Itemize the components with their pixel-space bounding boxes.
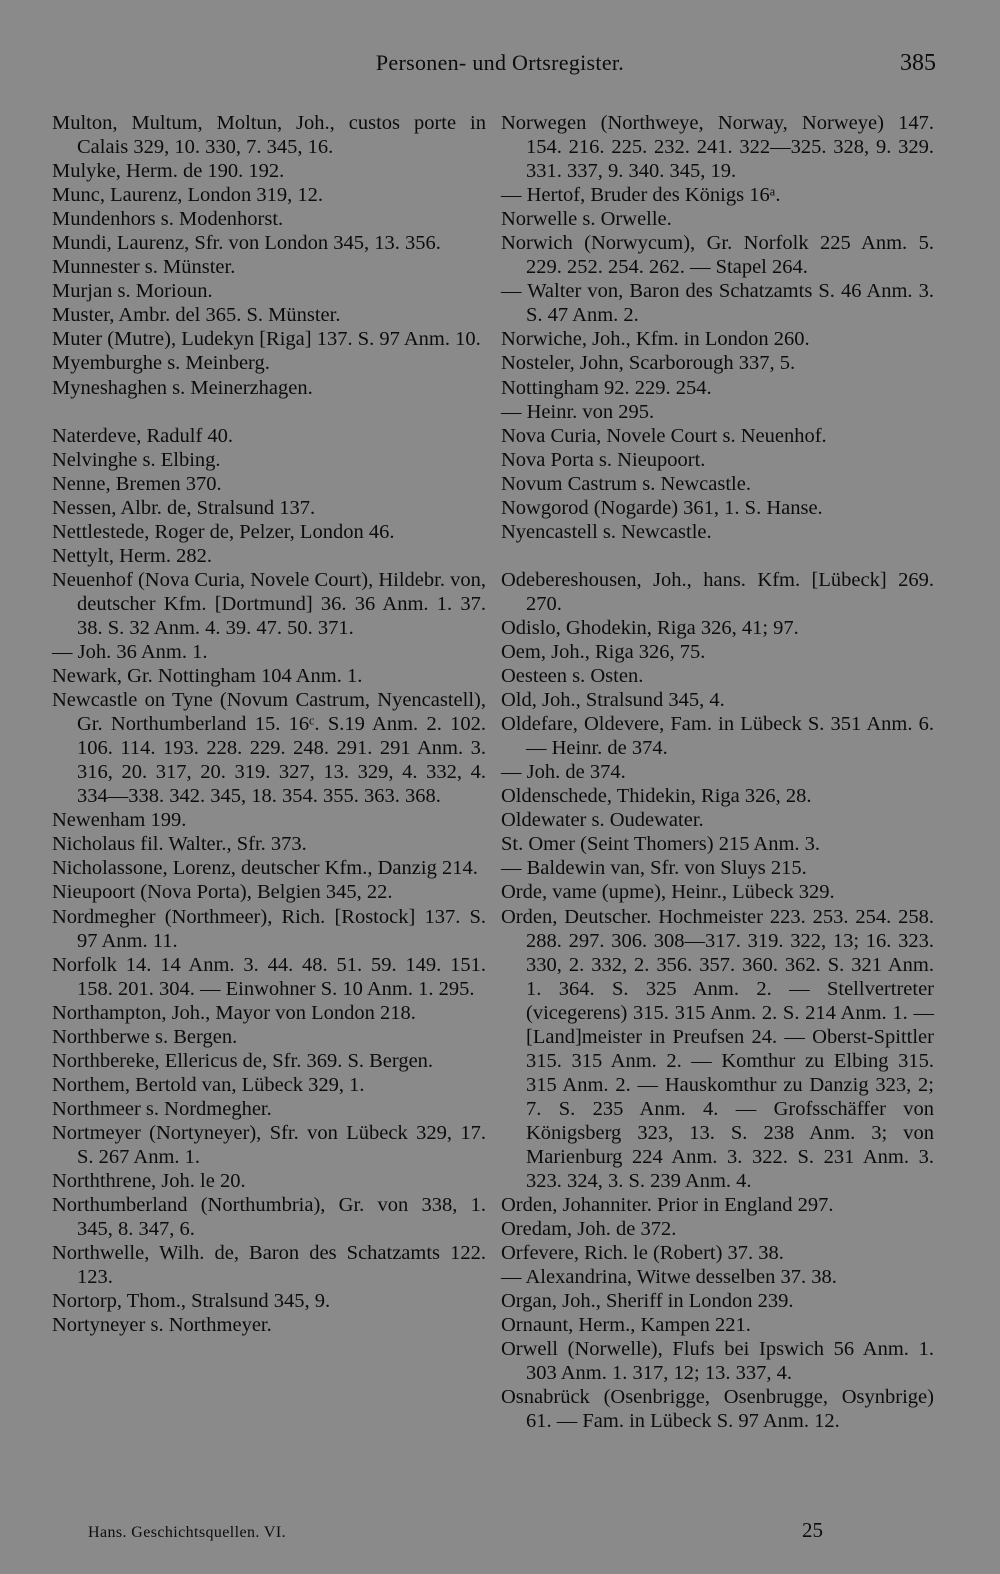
index-entry: Northbereke, Ellericus de, Sfr. 369. S. Bergen.: [52, 1049, 434, 1072]
index-entry: Orwell (Norwelle), Flufs bei Ipswich 56 Anm. 1. 303 Anm. 1. 317, 12; 13. 337, 4.: [501, 1338, 934, 1385]
index-entry: Munnester s. Münster.: [52, 256, 236, 279]
index-entry: Orden, Johanniter. Prior in England 297.: [501, 1194, 834, 1217]
index-entry: Norththrene, Joh. le 20.: [52, 1170, 246, 1193]
index-entry: Norfolk 14. 14 Anm. 3. 44. 48. 51. 59. 149. 151. 158. 201. 304. — Einwohner S. 10 Anm. 1. 295.: [52, 953, 486, 1000]
index-entry: Neuenhof (Nova Curia, Novele Court), Hildebr. von, deutscher Kfm. [Dortmund] 36. 36 Anm. 1. 37. 38. S. 32 Anm. 4. 39. 47. 50. 371.: [52, 568, 486, 639]
index-entry: Osnabrück (Osenbrigge, Osenbrugge, Osynbrige) 61. — Fam. in Lübeck S. 97 Anm. 12.: [501, 1386, 934, 1433]
index-entry: Novum Castrum s. Newcastle.: [501, 472, 751, 495]
index-entry: Oldenschede, Thidekin, Riga 326, 28.: [501, 785, 812, 808]
index-entry: — Joh. de 374.: [501, 761, 626, 784]
index-entry: Nova Porta s. Nieupoort.: [501, 448, 706, 471]
index-entry: Northmeer s. Nordmegher.: [52, 1097, 272, 1120]
index-entry: Oldewater s. Oudewater.: [501, 809, 704, 832]
index-entry: Naterdeve, Radulf 40.: [52, 424, 234, 447]
index-entry: Murjan s. Morioun.: [52, 280, 213, 303]
index-entry: Nyencastell s. Newcastle.: [501, 520, 712, 543]
index-entry: Nicholaus fil. Walter., Sfr. 373.: [52, 833, 307, 856]
index-entry: Nosteler, John, Scarborough 337, 5.: [501, 352, 796, 375]
index-entry: — Hertof, Bruder des Königs 16ᵃ.: [501, 184, 781, 207]
index-entry: Nicholassone, Lorenz, deutscher Kfm., Danzig 214.: [52, 857, 478, 880]
index-entry: Northberwe s. Bergen.: [52, 1025, 238, 1048]
index-entry: Newark, Gr. Nottingham 104 Anm. 1.: [52, 665, 363, 688]
index-entry: St. Omer (Seint Thomers) 215 Anm. 3.: [501, 833, 821, 856]
index-entry: Oldefare, Oldevere, Fam. in Lübeck S. 351 Anm. 6. — Heinr. de 374.: [501, 713, 934, 760]
index-entry: Muster, Ambr. del 365. S. Münster.: [52, 304, 341, 327]
index-entry: Nelvinghe s. Elbing.: [52, 448, 221, 471]
running-header: Personen- und Ortsregister.: [375, 50, 625, 75]
index-entry: Newcastle on Tyne (Novum Castrum, Nyencastell), Gr. Northumberland 15. 16ᶜ. S.19 Anm. 2. 102. 106. 114. 193. 228. 229. 248. 291. 291 Anm. 3. 316, 20. 317, 20. 319. 327, 13. 329, 4. 332, 4. 334—338. 342. 345, 18. 354. 355. 363. 368.: [52, 689, 486, 808]
index-entry: Organ, Joh., Sheriff in London 239.: [501, 1290, 794, 1313]
index-entry: Northem, Bertold van, Lübeck 329, 1.: [52, 1073, 365, 1096]
index-entry: Oem, Joh., Riga 326, 75.: [501, 640, 706, 663]
left-column: [52, 111, 486, 1337]
index-entry: Nortmeyer (Nortyneyer), Sfr. von Lübeck 329, 17. S. 267 Anm. 1.: [52, 1121, 486, 1168]
index-entry: Oesteen s. Osten.: [501, 665, 644, 688]
footer-signature-mark: 25: [802, 1518, 823, 1542]
index-entry: Myemburghe s. Meinberg.: [52, 352, 270, 375]
index-entry: — Heinr. von 295.: [501, 400, 655, 423]
index-entry: Odislo, Ghodekin, Riga 326, 41; 97.: [501, 616, 799, 639]
index-entry: Myneshaghen s. Meinerzhagen.: [52, 376, 313, 399]
index-entry: Norwegen (Northweye, Norway, Norweye) 147. 154. 216. 225. 232. 241. 322—325. 328, 9. 329. 331. 337, 9. 340. 345, 19.: [501, 112, 934, 183]
index-entry: Nieupoort (Nova Porta), Belgien 345, 22.: [52, 881, 393, 904]
index-entry: Nortorp, Thom., Stralsund 345, 9.: [52, 1290, 331, 1313]
index-entry: Nordmegher (Northmeer), Rich. [Rostock] 137. S. 97 Anm. 11.: [52, 905, 486, 952]
index-entry: — Alexandrina, Witwe desselben 37. 38.: [501, 1266, 837, 1289]
index-entry: Odebereshousen, Joh., hans. Kfm. [Lübeck] 269. 270.: [501, 568, 934, 615]
right-column: [501, 111, 934, 1434]
index-entry: Nessen, Albr. de, Stralsund 137.: [52, 496, 316, 519]
index-entry: Northampton, Joh., Mayor von London 218.: [52, 1001, 416, 1024]
index-entry: Nova Curia, Novele Court s. Neuenhof.: [501, 424, 827, 447]
footer-source-title: Hans. Geschichtsquellen. VI.: [88, 1524, 286, 1541]
index-entry: Nettylt, Herm. 282.: [52, 544, 212, 567]
index-entry: Muter (Mutre), Ludekyn [Riga] 137. S. 97 Anm. 10.: [52, 328, 481, 351]
index-entry: Nettlestede, Roger de, Pelzer, London 46.: [52, 520, 395, 543]
index-entry: Oredam, Joh. de 372.: [501, 1218, 677, 1241]
index-entry: Mundi, Laurenz, Sfr. von London 345, 13. 356.: [52, 232, 441, 255]
index-entry: Nortyneyer s. Northmeyer.: [52, 1314, 272, 1337]
index-entry: Nottingham 92. 229. 254.: [501, 376, 712, 399]
index-entry: Nowgorod (Nogarde) 361, 1. S. Hanse.: [501, 496, 823, 519]
index-entry: Norwelle s. Orwelle.: [501, 208, 672, 231]
index-entry: Norwiche, Joh., Kfm. in London 260.: [501, 328, 810, 351]
index-entry: Northwelle, Wilh. de, Baron des Schatzamts 122. 123.: [52, 1242, 486, 1289]
index-entry: Munc, Laurenz, London 319, 12.: [52, 184, 323, 207]
index-entry: Orfevere, Rich. le (Robert) 37. 38.: [501, 1242, 784, 1265]
index-entry: Mulyke, Herm. de 190. 192.: [52, 160, 285, 183]
index-entry: Newenham 199.: [52, 809, 187, 832]
index-entry: — Walter von, Baron des Schatzamts S. 46 Anm. 3. S. 47 Anm. 2.: [501, 280, 934, 327]
index-entry: Nenne, Bremen 370.: [52, 472, 222, 495]
index-entry: Multon, Multum, Moltun, Joh., custos porte in Calais 329, 10. 330, 7. 345, 16.: [52, 112, 486, 159]
page-number: 385: [900, 50, 936, 76]
index-entry: — Joh. 36 Anm. 1.: [52, 640, 208, 663]
index-entry: Ornaunt, Herm., Kampen 221.: [501, 1314, 751, 1337]
index-entry: Orde, vame (upme), Heinr., Lübeck 329.: [501, 881, 835, 904]
index-entry: Mundenhors s. Modenhorst.: [52, 208, 284, 231]
index-entry: Orden, Deutscher. Hochmeister 223. 253. 254. 258. 288. 297. 306. 308—317. 319. 322, 13; 16. 323. 330, 2. 332, 2. 356. 357. 360. 362. S. 321 Anm. 1. 364. S. 325 Anm. 2. — Stellvertreter (vicegerens) 315. 315 Anm. 2. S. 214 Anm. 1. — [Land]meister in Preufsen 24. — Oberst-Spittler 315. 315 Anm. 2. — Komthur zu Elbing 315. 315 Anm. 2. — Hauskomthur zu Danzig 323, 2; 7. S. 235 Anm. 4. — Grofsschäffer von Königsberg 323, 13. S. 238 Anm. 3; von Marienburg 224 Anm. 3. 322. S. 231 Anm. 3. 323. 324, 3. S. 239 Anm. 4.: [501, 905, 934, 1193]
index-entry: Old, Joh., Stralsund 345, 4.: [501, 689, 725, 712]
index-entry: — Baldewin van, Sfr. von Sluys 215.: [501, 857, 807, 880]
index-entry: Norwich (Norwycum), Gr. Norfolk 225 Anm. 5. 229. 252. 254. 262. — Stapel 264.: [501, 232, 934, 279]
index-entry: Northumberland (Northumbria), Gr. von 338, 1. 345, 8. 347, 6.: [52, 1194, 486, 1241]
